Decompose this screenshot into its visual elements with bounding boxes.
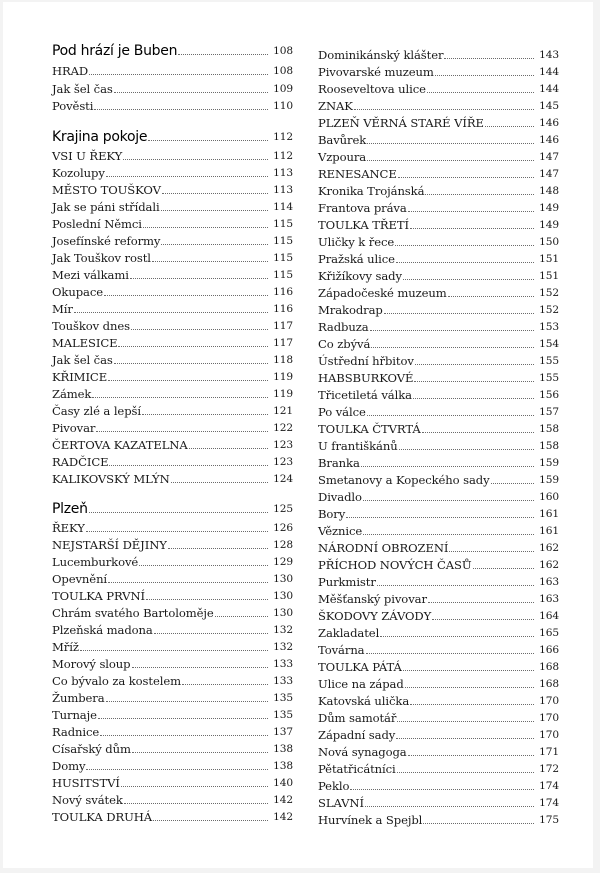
toc-entry-page-number: 144 xyxy=(539,66,559,78)
dot-leader xyxy=(121,785,268,787)
toc-entry-title: Žumbera xyxy=(52,691,105,705)
toc-entry-title: Bory xyxy=(318,507,346,521)
dot-leader xyxy=(139,564,268,566)
dot-leader xyxy=(182,683,268,685)
toc-entry-page-number: 162 xyxy=(539,542,559,554)
dot-leader xyxy=(178,53,268,55)
dot-leader xyxy=(397,720,534,722)
toc-entry xyxy=(52,805,293,824)
dot-leader xyxy=(171,481,268,483)
dot-leader xyxy=(108,379,268,381)
toc-entry-page-number: 153 xyxy=(539,321,559,333)
dot-leader xyxy=(365,805,534,807)
toc-entry-title: Josefínské reformy xyxy=(52,234,161,248)
dot-leader xyxy=(104,294,268,296)
dot-leader xyxy=(189,447,268,449)
dot-leader xyxy=(109,464,268,466)
toc-entry-page-number: 156 xyxy=(539,389,559,401)
toc-entry-title: NEJSTARŠÍ DĚJINY xyxy=(52,538,167,552)
toc-entry-title: Křižíkovy sady xyxy=(318,269,402,283)
toc-entry-page-number: 123 xyxy=(273,439,293,451)
toc-entry-page-number: 147 xyxy=(539,168,559,180)
toc-entry-title: Bavůrek xyxy=(318,133,367,147)
toc-entry-title: Domy xyxy=(52,759,86,773)
toc-entry-title: HABSBURKOVÉ xyxy=(318,371,414,385)
toc-entry-page-number: 152 xyxy=(539,304,559,316)
toc-entry-title: Smetanovy a Kopeckého sady xyxy=(318,473,490,487)
toc-entry-title: Morový sloup xyxy=(52,657,131,671)
toc-entry-page-number: 119 xyxy=(273,371,293,383)
toc-entry-title: Opevnění xyxy=(52,572,108,586)
dot-leader xyxy=(92,396,268,398)
toc-entry-page-number: 142 xyxy=(273,794,293,806)
toc-entry-title: ŘEKY xyxy=(52,521,85,535)
toc-entry-page-number: 113 xyxy=(273,167,293,179)
dot-leader xyxy=(403,278,534,280)
toc-entry-page-number: 112 xyxy=(273,150,293,162)
toc-entry-page-number: 170 xyxy=(539,695,559,707)
toc-entry-title: Západní sady xyxy=(318,728,396,742)
toc-entry-page-number: 130 xyxy=(273,573,293,585)
dot-leader xyxy=(473,567,534,569)
dot-leader xyxy=(415,363,534,365)
toc-entry-page-number: 135 xyxy=(273,692,293,704)
toc-section-heading xyxy=(52,497,293,516)
toc-entry-page-number: 109 xyxy=(273,83,293,95)
toc-entry-page-number: 129 xyxy=(273,556,293,568)
toc-entry-page-number: 148 xyxy=(539,185,559,197)
dot-leader xyxy=(106,175,268,177)
toc-entry-title: Divadlo xyxy=(318,490,362,504)
toc-entry-title: Pražská ulice xyxy=(318,252,395,266)
dot-leader xyxy=(396,261,534,263)
toc-entry-page-number: 116 xyxy=(273,303,293,315)
dot-leader xyxy=(425,193,534,195)
toc-entry-title: Branka xyxy=(318,456,360,470)
toc-entry-page-number: 137 xyxy=(273,726,293,738)
toc-entry-title: Dům samotář xyxy=(318,711,397,725)
toc-entry-title: Co bývalo za kostelem xyxy=(52,674,181,688)
toc-entry-title: ČERTOVA KAZATELNA xyxy=(52,438,188,452)
toc-entry-page-number: 159 xyxy=(539,474,559,486)
toc-entry-page-number: 162 xyxy=(539,559,559,571)
dot-leader xyxy=(367,414,534,416)
toc-entry-page-number: 151 xyxy=(539,253,559,265)
dot-leader xyxy=(148,139,268,141)
dot-leader xyxy=(408,210,534,212)
dot-leader xyxy=(448,295,534,297)
toc-entry-page-number: 144 xyxy=(539,83,559,95)
toc-entry-title: MĚSTO TOUŠKOV xyxy=(52,183,161,197)
dot-leader xyxy=(435,74,534,76)
dot-leader xyxy=(215,615,268,617)
dot-leader xyxy=(168,547,268,549)
toc-entry-title: Ulice na západ xyxy=(318,677,404,691)
toc-entry-page-number: 149 xyxy=(539,202,559,214)
toc-entry-title: HUSITSTVÍ xyxy=(52,776,120,790)
toc-entry-page-number: 115 xyxy=(273,269,293,281)
toc-entry-page-number: 155 xyxy=(539,355,559,367)
toc-entry-title: Západočeské muzeum xyxy=(318,286,447,300)
dot-leader xyxy=(367,159,534,161)
toc-entry-title: Pověsti xyxy=(52,99,94,113)
dot-leader xyxy=(96,430,268,432)
dot-leader xyxy=(108,581,268,583)
toc-entry-page-number: 171 xyxy=(539,746,559,758)
dot-leader xyxy=(74,311,268,313)
dot-leader xyxy=(146,598,268,600)
toc-entry-page-number: 146 xyxy=(539,134,559,146)
toc-entry-page-number: 108 xyxy=(273,65,293,77)
toc-entry-page-number: 147 xyxy=(539,151,559,163)
toc-entry-title: Pivovarské muzeum xyxy=(318,65,434,79)
toc-entry-title: Radnice xyxy=(52,725,100,739)
toc-entry-title: Dominikánský klášter xyxy=(318,48,444,62)
toc-entry-page-number: 150 xyxy=(539,236,559,248)
dot-leader xyxy=(114,91,268,93)
toc-entry-title: KŘIMICE xyxy=(52,370,108,384)
dot-leader xyxy=(131,328,268,330)
toc-entry-title: Hurvínek a Spejbl xyxy=(318,813,423,827)
toc-entry-title: Okupace xyxy=(52,285,103,299)
toc-entry-title: PLZEŇ VĚRNÁ STARÉ VÍŘE xyxy=(318,116,484,130)
toc-entry-page-number: 117 xyxy=(273,320,293,332)
toc-entry-title: Pivovar xyxy=(52,421,96,435)
toc-entry-title: TOULKA TŘETÍ xyxy=(318,218,409,232)
toc-entry-page-number: 121 xyxy=(273,405,293,417)
dot-leader xyxy=(100,734,268,736)
toc-entry-title: RENESANCE xyxy=(318,167,397,181)
toc-entry-title: Mezi válkami xyxy=(52,268,129,282)
toc-entry-title: ZNAK xyxy=(318,99,353,113)
toc-entry-page-number: 125 xyxy=(273,503,293,515)
toc-entry-page-number: 130 xyxy=(273,590,293,602)
toc-entry-page-number: 154 xyxy=(539,338,559,350)
dot-leader xyxy=(395,244,534,246)
dot-leader xyxy=(413,397,534,399)
toc-entry-title: Frantova práva xyxy=(318,201,407,215)
toc-section-heading xyxy=(52,125,293,144)
dot-leader xyxy=(161,243,268,245)
toc-entry-title: TOULKA ČTVRTÁ xyxy=(318,422,421,436)
dot-leader xyxy=(106,700,268,702)
toc-entry-page-number: 138 xyxy=(273,760,293,772)
toc-entry-page-number: 133 xyxy=(273,658,293,670)
toc-entry-title: Mrakodrap xyxy=(318,303,383,317)
toc-entry-title: Uličky k řece xyxy=(318,235,395,249)
toc-entry-title: Co zbývá xyxy=(318,337,371,351)
toc-entry xyxy=(318,808,559,827)
dot-leader xyxy=(449,550,534,552)
toc-entry-title: Jak Touškov rostl xyxy=(52,251,151,265)
toc-entry-title: MALESICE xyxy=(52,336,118,350)
toc-entry-title: Jak šel čas xyxy=(52,353,113,367)
toc-entry-page-number: 166 xyxy=(539,644,559,656)
toc-entry-title: Vzpoura xyxy=(318,150,367,164)
toc-entry-title: Radbuza xyxy=(318,320,369,334)
toc-entry-page-number: 113 xyxy=(273,184,293,196)
toc-entry-page-number: 161 xyxy=(539,525,559,537)
dot-leader xyxy=(123,158,268,160)
dot-leader xyxy=(346,516,534,518)
dot-leader xyxy=(94,108,268,110)
toc-entry-title: TOULKA PRVNÍ xyxy=(52,589,145,603)
toc-entry-title: ŠKODOVY ZÁVODY xyxy=(318,609,432,623)
toc-entry-page-number: 170 xyxy=(539,712,559,724)
toc-entry-title: Plzeň xyxy=(52,501,88,517)
toc-entry xyxy=(52,94,293,113)
toc-entry-title: Turnaje xyxy=(52,708,97,722)
toc-entry-page-number: 138 xyxy=(273,743,293,755)
toc-entry-title: Zakladatel xyxy=(318,626,380,640)
toc-entry-page-number: 146 xyxy=(539,117,559,129)
toc-entry-page-number: 142 xyxy=(273,811,293,823)
dot-leader xyxy=(405,686,534,688)
toc-entry-title: Třicetiletá válka xyxy=(318,388,412,402)
dot-leader xyxy=(432,618,534,620)
toc-entry-page-number: 168 xyxy=(539,661,559,673)
toc-section-heading xyxy=(52,39,293,58)
dot-leader xyxy=(377,584,534,586)
toc-entry-title: Nový svátek xyxy=(52,793,123,807)
toc-entry-page-number: 161 xyxy=(539,508,559,520)
toc-entry xyxy=(52,59,293,78)
toc-entry-page-number: 118 xyxy=(273,354,293,366)
toc-entry-page-number: 135 xyxy=(273,709,293,721)
toc-entry-title: Továrna xyxy=(318,643,365,657)
toc-entry-title: Jak šel čas xyxy=(52,82,113,96)
dot-leader xyxy=(132,666,269,668)
toc-entry-page-number: 133 xyxy=(273,675,293,687)
dot-leader xyxy=(124,802,268,804)
toc-entry-page-number: 157 xyxy=(539,406,559,418)
toc-entry-page-number: 115 xyxy=(273,252,293,264)
toc-entry-title: NÁRODNÍ OBROZENÍ xyxy=(318,541,449,555)
dot-leader xyxy=(363,499,534,501)
dot-leader xyxy=(86,530,268,532)
toc-entry-page-number: 108 xyxy=(273,45,293,57)
toc-entry-page-number: 151 xyxy=(539,270,559,282)
dot-leader xyxy=(399,448,534,450)
toc-entry-page-number: 168 xyxy=(539,678,559,690)
toc-entry-title: Jak se páni střídali xyxy=(52,200,160,214)
toc-entry xyxy=(52,467,293,486)
toc-entry-title: Mír xyxy=(52,302,73,316)
toc-entry-page-number: 145 xyxy=(539,100,559,112)
toc-entry-title: U františkánů xyxy=(318,439,398,453)
dot-leader xyxy=(422,431,534,433)
toc-entry-title: Lucemburkové xyxy=(52,555,139,569)
toc-entry-page-number: 172 xyxy=(539,763,559,775)
toc-entry-page-number: 116 xyxy=(273,286,293,298)
toc-entry-page-number: 132 xyxy=(273,624,293,636)
toc-entry-page-number: 149 xyxy=(539,219,559,231)
toc-entry-title: Zámek xyxy=(52,387,92,401)
dot-leader xyxy=(350,788,534,790)
toc-entry-page-number: 170 xyxy=(539,729,559,741)
dot-leader xyxy=(397,771,534,773)
toc-entry-title: Ústřední hřbitov xyxy=(318,354,414,368)
toc-entry-title: PŘÍCHOD NOVÝCH ČASŮ xyxy=(318,558,472,572)
toc-entry-page-number: 122 xyxy=(273,422,293,434)
dot-leader xyxy=(154,632,268,634)
dot-leader xyxy=(162,192,268,194)
toc-entry-page-number: 155 xyxy=(539,372,559,384)
dot-leader xyxy=(408,754,534,756)
toc-entry-page-number: 128 xyxy=(273,539,293,551)
toc-entry-page-number: 174 xyxy=(539,797,559,809)
toc-entry-page-number: 174 xyxy=(539,780,559,792)
toc-entry-page-number: 124 xyxy=(273,473,293,485)
dot-leader xyxy=(428,601,534,603)
dot-leader xyxy=(98,717,268,719)
toc-entry-page-number: 115 xyxy=(273,218,293,230)
dot-leader xyxy=(427,91,534,93)
toc-entry-page-number: 152 xyxy=(539,287,559,299)
toc-entry-page-number: 163 xyxy=(539,593,559,605)
toc-entry-page-number: 130 xyxy=(273,607,293,619)
toc-entry-title: Pětatřicátníci xyxy=(318,762,396,776)
toc-entry-page-number: 110 xyxy=(273,100,293,112)
toc-entry-page-number: 175 xyxy=(539,814,559,826)
toc-entry-page-number: 126 xyxy=(273,522,293,534)
toc-entry-title: TOULKA DRUHÁ xyxy=(52,810,153,824)
dot-leader xyxy=(410,227,534,229)
toc-entry-page-number: 117 xyxy=(273,337,293,349)
dot-leader xyxy=(143,226,268,228)
toc-entry-title: Pod hrází je Buben xyxy=(52,43,178,59)
toc-entry-title: TOULKA PÁTÁ xyxy=(318,660,402,674)
toc-entry-title: Nová synagoga xyxy=(318,745,407,759)
toc-entry-page-number: 159 xyxy=(539,457,559,469)
dot-leader xyxy=(403,669,534,671)
dot-leader xyxy=(485,125,534,127)
toc-entry-title: HRAD xyxy=(52,64,89,78)
dot-leader xyxy=(153,819,268,821)
toc-entry-title: Kronika Trojánská xyxy=(318,184,425,198)
dot-leader xyxy=(118,345,268,347)
toc-entry-title: Plzeňská madona xyxy=(52,623,153,637)
dot-leader xyxy=(367,142,534,144)
toc-entry-title: RADČICE xyxy=(52,455,109,469)
dot-leader xyxy=(444,57,534,59)
dot-leader xyxy=(132,751,268,753)
dot-leader xyxy=(371,346,534,348)
toc-entry-title: Po válce xyxy=(318,405,366,419)
toc-entry-page-number: 115 xyxy=(273,235,293,247)
dot-leader xyxy=(80,649,268,651)
toc-entry-page-number: 123 xyxy=(273,456,293,468)
dot-leader xyxy=(363,533,534,535)
dot-leader xyxy=(142,413,268,415)
dot-leader xyxy=(366,652,535,654)
toc-entry-title: KALIKOVSKÝ MLÝN xyxy=(52,472,170,486)
toc-entry-page-number: 114 xyxy=(273,201,293,213)
toc-entry-title: Kozolupy xyxy=(52,166,105,180)
dot-leader xyxy=(380,635,534,637)
toc-entry-title: Peklo xyxy=(318,779,350,793)
toc-entry-title: Touškov dnes xyxy=(52,319,130,333)
toc-entry-title: VSI U ŘEKY xyxy=(52,149,123,163)
dot-leader xyxy=(396,737,534,739)
toc-entry-page-number: 143 xyxy=(539,49,559,61)
dot-leader xyxy=(370,329,534,331)
toc-entry-title: Mříž xyxy=(52,640,79,654)
dot-leader xyxy=(130,277,268,279)
toc-entry-title: Katovská ulička xyxy=(318,694,410,708)
toc-entry-title: Poslední Němci xyxy=(52,217,142,231)
toc-entry-title: Měšťanský pivovar xyxy=(318,592,427,606)
toc-entry-page-number: 163 xyxy=(539,576,559,588)
toc-entry-title: Věznice xyxy=(318,524,363,538)
dot-leader xyxy=(152,260,268,262)
dot-leader xyxy=(161,209,268,211)
dot-leader xyxy=(354,108,534,110)
toc-entry-title: SLAVNÍ xyxy=(318,796,364,810)
dot-leader xyxy=(410,703,534,705)
toc-entry-title: Císařský dům xyxy=(52,742,131,756)
toc-entry-title: Purkmistr xyxy=(318,575,376,589)
toc-entry-page-number: 158 xyxy=(539,423,559,435)
dot-leader xyxy=(384,312,534,314)
toc-entry-page-number: 160 xyxy=(539,491,559,503)
dot-leader xyxy=(89,73,268,75)
toc-entry-title: Rooseveltova ulice xyxy=(318,82,426,96)
dot-leader xyxy=(86,768,268,770)
dot-leader xyxy=(414,380,534,382)
toc-entry-page-number: 165 xyxy=(539,627,559,639)
dot-leader xyxy=(114,362,268,364)
toc-entry-title: Časy zlé a lepší xyxy=(52,404,141,418)
toc-entry-page-number: 132 xyxy=(273,641,293,653)
dot-leader xyxy=(491,482,534,484)
toc-page xyxy=(3,2,593,868)
dot-leader xyxy=(423,822,534,824)
toc-entry-title: Chrám svatého Bartoloměje xyxy=(52,606,214,620)
toc-entry-page-number: 164 xyxy=(539,610,559,622)
dot-leader xyxy=(398,176,534,178)
toc-entry-page-number: 158 xyxy=(539,440,559,452)
toc-entry-page-number: 112 xyxy=(273,131,293,143)
toc-entry-title: Krajina pokoje xyxy=(52,129,148,145)
toc-entry-page-number: 119 xyxy=(273,388,293,400)
dot-leader xyxy=(89,511,268,513)
toc-entry-page-number: 140 xyxy=(273,777,293,789)
dot-leader xyxy=(361,465,534,467)
